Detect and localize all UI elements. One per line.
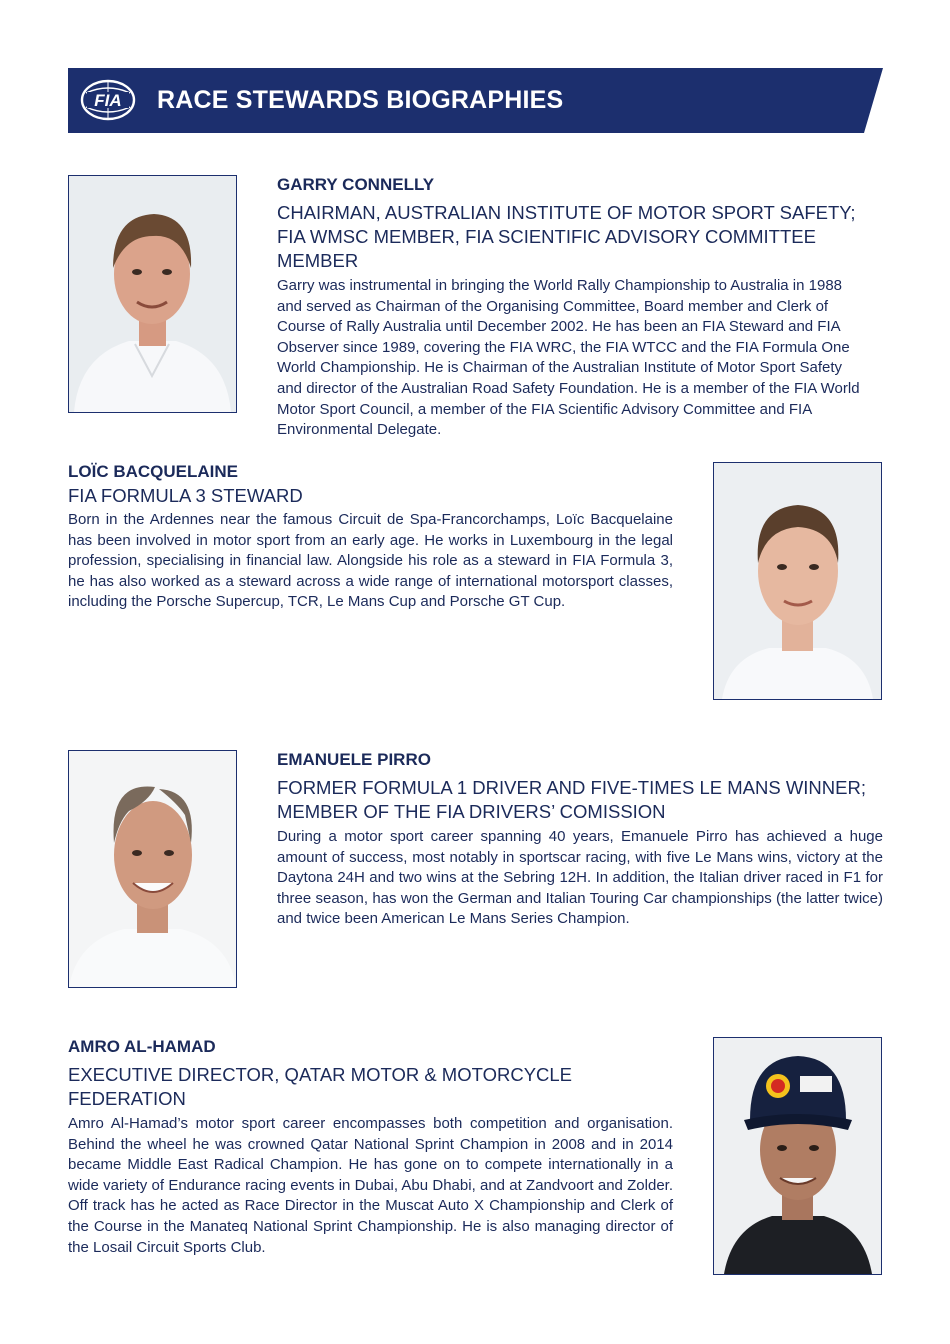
page-header [68,68,883,133]
steward-name: LOÏC BACQUELAINE [68,462,238,481]
steward-bio: Amro Al-Hamad’s motor sport career encompasses both competition and organisation. Behind the wheel he was crowned Qatar National Sprint Champion in 2008 and in 2014 became Middle East Radical Champion. He has gone on to compete internationally in a wide variety of Endurance racing events in Dubai, Abu Dhabi, and at Zandvoort and Zolder. Off track has he acted as Race Director in the Muscat Auto X Championship and Clerk of the Course in the Manateq National Sprint Championship. He is also managing director of the Losail Circuit Sports Club. [68,1115,673,1256]
steward-bio: During a motor sport career spanning 40 years, Emanuele Pirro has achieved a huge amount of success, most notably in sportscar racing, with five Le Mans wins, victory at the Daytona 24H and two wins at the Sebring 12H. In addition, the Italian driver raced in F1 for three season, has won the German and Italian Touring Car championships (the latter twice) and twice been American Le Mans Series Champion. [277,828,883,928]
logo-text: FIA [94,91,122,110]
page-title: RACE STEWARDS BIOGRAPHIES [157,86,564,114]
steward-role: FORMER FORMULA 1 DRIVER AND FIVE-TIMES LE MANS WINNER; MEMBER OF THE FIA DRIVERS’ COMISSION [277,777,866,822]
portrait-amro-al-hamad [713,1037,882,1275]
portrait-emanuele-pirro [68,750,237,988]
portrait-garry-connelly [68,175,237,413]
steward-name: EMANUELE PIRRO [277,750,431,769]
steward-name: GARRY CONNELLY [277,175,435,194]
bio-amro-al-hamad [68,1037,673,1258]
bio-garry-connelly [277,175,883,441]
steward-name: AMRO AL-HAMAD [68,1037,216,1056]
steward-role: EXECUTIVE DIRECTOR, QATAR MOTOR & MOTORCYCLE FEDERATION [68,1064,573,1109]
portrait-loic-bacquelaine [713,462,882,700]
steward-role: FIA FORMULA 3 STEWARD [68,485,303,506]
bio-loic-bacquelaine [68,462,673,613]
steward-bio: Born in the Ardennes near the famous Circuit de Spa-Francorchamps, Loïc Bacquelaine has been involved in motor sport from an early age. He works in Luxembourg in the legal profession, specialising in financial law. Alongside his role as a steward in FIA Formula 3, he has also worked as a steward across a wide range of international motorsport classes, including the Porsche Supercup, TCR, Le Mans Cup and Porsche GT Cup. [68,511,673,611]
fia-logo-icon [80,79,136,121]
steward-bio: Garry was instrumental in bringing the World Rally Championship to Australia in 1988 and served as Chairman of the Organising Committee, Board member and Clerk of Course of Rally Australia until December 2002. He has been an FIA Steward and FIA Observer since 1989, covering the FIA WRC, the FIA WTCC and the FIA Formula One World Championship. He is Chairman of the Australian Institute of Motor Sport Safety and director of the Australian Road Safety Foundation. He is a member of the FIA World Motor Sport Council, a member of the FIA Scientific Advisory Committee and FIA Environmental Delegate. [277,277,860,439]
steward-role: CHAIRMAN, AUSTRALIAN INSTITUTE OF MOTOR SPORT SAFETY; FIA WMSC MEMBER, FIA SCIENTIFIC ADVISORY COMMITTEE MEMBER [277,202,856,271]
bio-emanuele-pirro [277,750,883,930]
